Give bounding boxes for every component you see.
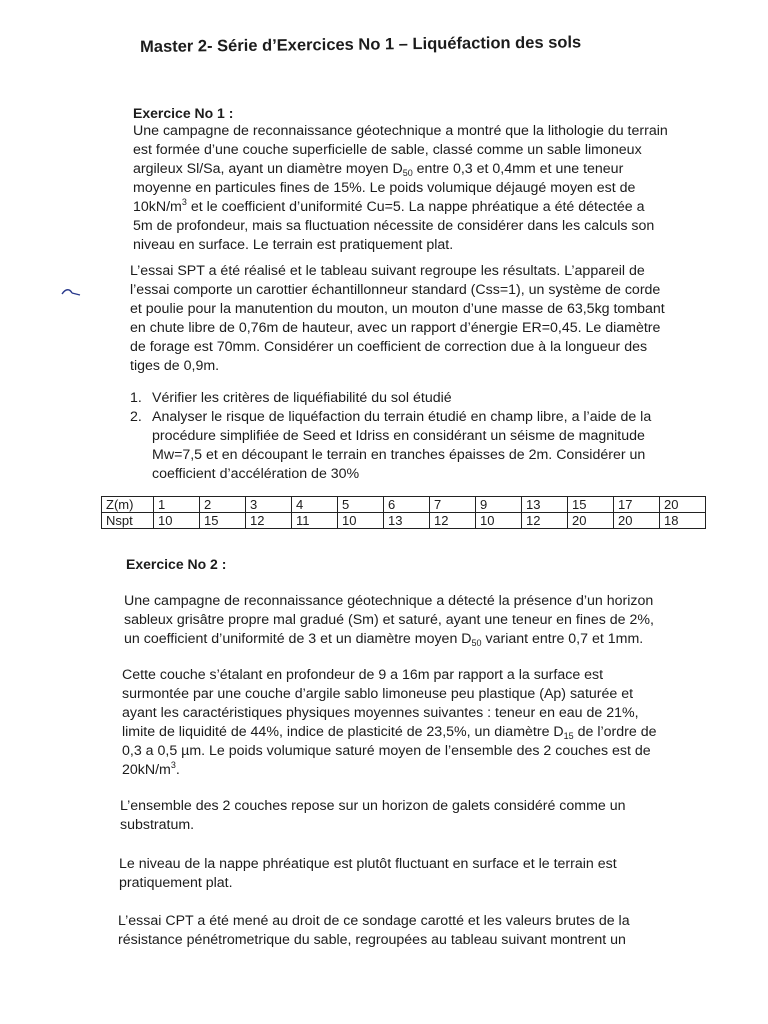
- table-cell: 15: [568, 497, 614, 513]
- table-cell: 5: [338, 497, 384, 513]
- text-line: moyenne en particules fines de 15%. Le poids volumique déjaugé moyen est de: [133, 180, 636, 196]
- text-line: un coefficient d’uniformité de 3 et un diamètre moyen $D_{50}$ variant entre 0,7 et 1mm.: [124, 631, 644, 648]
- text-line: Une campagne de reconnaissance géotechnique a montré que la lithologie du terrain: [133, 123, 668, 139]
- row-label: Z(m): [102, 497, 154, 513]
- text-line: ayant les caractéristiques physiques moyennes suivantes : teneur en eau de 21%,: [122, 705, 639, 721]
- text-line: en chute libre de 0,76m de hauteur, avec un rapport d’énergie ER=0,45. Le diamètre: [130, 320, 661, 336]
- text-line: argileux Sl/Sa, ayant un diamètre moyen $D_{50}$ entre 0,3 et 0,4mm et une teneur: [133, 161, 624, 178]
- table-row-depth: [102, 497, 706, 513]
- exercise-1-heading: Exercice No 1 :: [133, 105, 234, 121]
- table-cell: 20: [568, 513, 614, 529]
- spt-results-table: [101, 496, 706, 529]
- exercise-2-paragraph-4: [119, 855, 617, 893]
- text-line: et poulie pour la manutention du mouton, un mouton d’une masse de 63,5kg tombant: [130, 301, 665, 317]
- text-line: $20kN/m^3$.: [122, 760, 180, 778]
- table-cell: 6: [384, 497, 430, 513]
- table-cell: 12: [430, 513, 476, 529]
- exercise-1-questions: [130, 389, 651, 484]
- question-item: 1. Vérifier les critères de liquéfiabilité du sol étudié: [130, 390, 452, 406]
- exercise-2-heading: Exercice No 2 :: [126, 556, 227, 572]
- exercise-2-paragraph-3: [120, 797, 626, 835]
- table-cell: 11: [292, 513, 338, 529]
- text-line: $10kN/m^3$ et le coefficient d’uniformité Cu=5. La nappe phréatique a été détectée a: [133, 197, 645, 215]
- table-cell: 12: [246, 513, 292, 529]
- text-line: sableux grisâtre propre mal gradué (Sm) et saturé, ayant une teneur en fines de 2%,: [124, 612, 654, 628]
- text-line: Une campagne de reconnaissance géotechnique a détecté la présence d’un horizon: [124, 593, 654, 609]
- pencil-mark-icon: [60, 286, 82, 300]
- table-cell: 10: [338, 513, 384, 529]
- table-cell: 13: [384, 513, 430, 529]
- table-cell: 7: [430, 497, 476, 513]
- exercise-2-paragraph-2: [122, 666, 656, 780]
- table-cell: 9: [476, 497, 522, 513]
- text-line: 0,3 a 0,5 µm. Le poids volumique saturé moyen de l’ensemble des 2 couches est de: [122, 743, 651, 759]
- text-line: niveau en surface. Le terrain est pratiquement plat.: [133, 237, 454, 253]
- text-line: est formée d’une couche superficielle de sable, classé comme un sable limoneux: [133, 142, 642, 158]
- text-line: limite de liquidité de 44%, indice de plasticité de 23,5%, un diamètre $D_{15}$ de l’ordre de: [122, 724, 657, 741]
- table-cell: 1: [154, 497, 200, 513]
- table-cell: 10: [154, 513, 200, 529]
- table-cell: 17: [614, 497, 660, 513]
- table-cell: 12: [522, 513, 568, 529]
- table-cell: 3: [246, 497, 292, 513]
- text-line: Cette couche s’étalant en profondeur de 9 a 16m par rapport a la surface est: [122, 667, 604, 683]
- text-line: de forage est 70mm. Considérer un coefficient de correction due à la longueur des: [130, 339, 648, 355]
- exercise-1-paragraph-2: [130, 262, 665, 376]
- table-cell: 2: [200, 497, 246, 513]
- row-label: Nspt: [102, 513, 154, 529]
- exercise-1-paragraph-1: [133, 122, 668, 255]
- table-row-nspt: [102, 513, 706, 529]
- document-title: Master 2- Série d’Exercices No 1 – Liquéfaction des sols: [140, 33, 582, 56]
- table-cell: 15: [200, 513, 246, 529]
- text-line: 5m de profondeur, mais sa fluctuation nécessite de considérer dans les calculs son: [133, 218, 655, 234]
- text-line: L’essai CPT a été mené au droit de ce sondage carotté et les valeurs brutes de la: [118, 913, 630, 929]
- text-line: L’ensemble des 2 couches repose sur un horizon de galets considéré comme un: [120, 798, 626, 814]
- table-cell: 20: [614, 513, 660, 529]
- text-line: l’essai comporte un carottier échantillonneur standard (Css=1), un système de corde: [130, 282, 661, 298]
- text-line: pratiquement plat.: [119, 875, 233, 891]
- text-line: surmontée par une couche d’argile sablo limoneuse peu plastique (Ap) saturée et: [122, 686, 634, 702]
- exercise-2-paragraph-5: [118, 912, 630, 950]
- exercise-2-paragraph-1: [124, 592, 654, 649]
- text-line: Le niveau de la nappe phréatique est plutôt fluctuant en surface et le terrain est: [119, 856, 617, 872]
- question-item: 2. Analyser le risque de liquéfaction du terrain étudié en champ libre, a l’aide de la procédure simplifiée de Seed et Idriss en considérant un séisme de magnitude Mw=7,5 et en découpant le terrain en tranches épaisses de 2m. Considérer un coefficient d’accélération de 30%: [130, 409, 652, 482]
- table-cell: 4: [292, 497, 338, 513]
- table-cell: 18: [660, 513, 706, 529]
- text-line: L’essai SPT a été réalisé et le tableau suivant regroupe les résultats. L’appareil de: [130, 263, 645, 279]
- table-cell: 13: [522, 497, 568, 513]
- table-cell: 10: [476, 513, 522, 529]
- text-line: résistance pénétrometrique du sable, regroupées au tableau suivant montrent un: [118, 932, 626, 948]
- text-line: substratum.: [120, 817, 195, 833]
- table-cell: 20: [660, 497, 706, 513]
- text-line: tiges de 0,9m.: [130, 358, 220, 374]
